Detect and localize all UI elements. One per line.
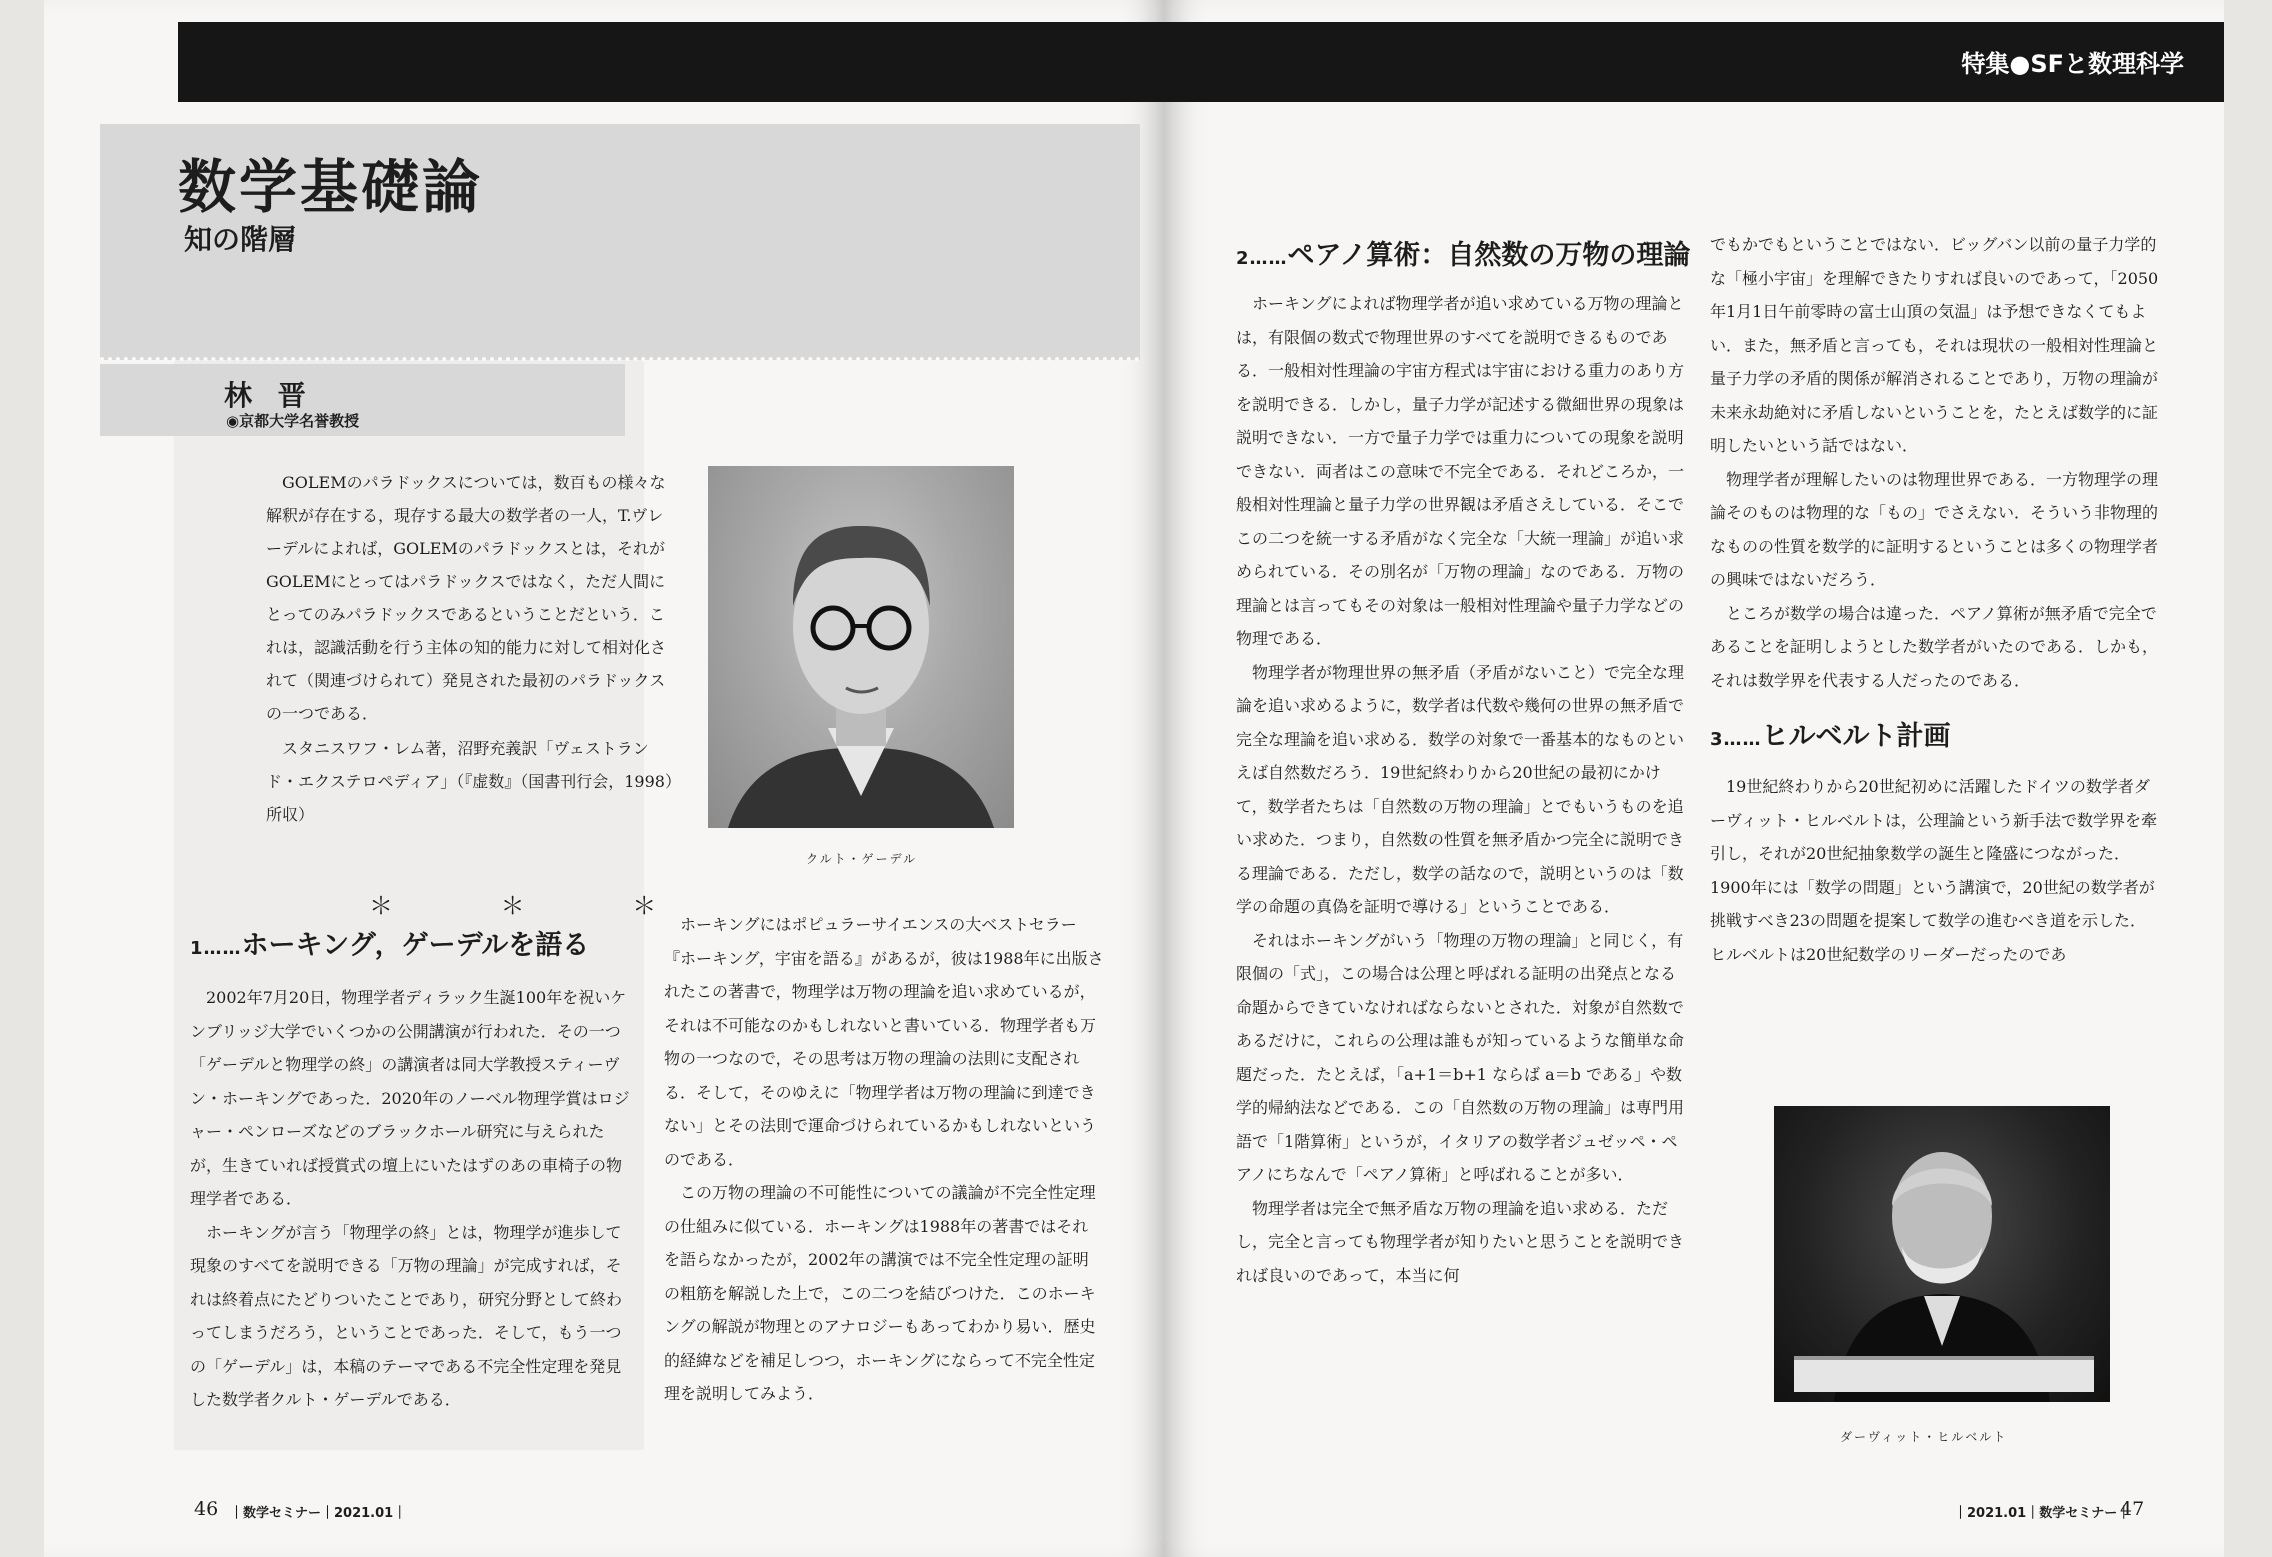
paragraph: ところが数学の場合は違った．ペアノ算術が無矛盾で完全であることを証明しようとした数学者がいたのである．しかも，それは数学界を代表する人だったのである． [1710, 603, 2159, 690]
godel-photo-caption: クルト・ゲーデル [806, 852, 918, 866]
hilbert-photo-caption: ダーヴィット・ヒルベルト [1840, 1430, 2008, 1444]
portrait-illustration [708, 466, 1014, 828]
paragraph: 物理学者が理解したいのは物理世界である．一方物理学の理論そのものは物理的な「もの」でさえない．そういう非物理的なものの性質を数学的に証明するということは多くの物理学者の興味ではないだろう． [1710, 469, 2159, 589]
section-1-heading [190, 926, 630, 969]
article-subtitle: 知の階層 [184, 223, 297, 256]
section-1-number: 1…… [190, 938, 242, 959]
epigraph-text: GOLEMのパラドックスについては，数百もの様々な解釈が存在する，現存する最大の数学者の一人，T.ヴレーデルによれば，GOLEMのパラドックスとは，それがGOLEMにとってはパラドックスではなく，ただ人間にとってのみパラドックスであるということだという．これは，認識活動を行う主体の知的能力に対して相対化されて（関連づけられて）発見された最初のパラドックスの一つである． [266, 473, 667, 723]
paragraph: 19世紀終わりから20世紀初めに活躍したドイツの数学者ダーヴィット・ヒルベルトは，公理論という新手法で数学界を牽引し，それが20世紀抽象数学の誕生と隆盛につながった．1900年には「数学の問題」という講演で，20世紀の数学者が挑戦すべき23の問題を提案して数学の進むべき道を示した．ヒルベルトは20世紀数学のリーダーだったのであ [1710, 777, 2158, 964]
column-1 [190, 926, 630, 1417]
column-4 [1710, 228, 2160, 971]
section-2-title: ペアノ算術：自然数の万物の理論 [1287, 240, 1691, 271]
feature-label: 特集●SFと数理科学 [1961, 50, 2184, 78]
paragraph: でもかでもということではない．ビッグバン以前の量子力学的な「極小宇宙」を理解できたりすれば良いのであって，「2050年1月1日午前零時の富士山頂の気温」は予想できなくてもよい．また，無矛盾と言っても，それは現状の一般相対性理論と量子力学の矛盾的関係が解消されることであり，万物の理論が未来永劫絶対に矛盾しないということを，たとえば数学的に証明したいという話ではない． [1710, 235, 2159, 455]
left-page [44, 0, 1164, 1557]
footer-journal-right: ｜2021.01｜数学セミナー｜ [1954, 1506, 2131, 1521]
author-name: 林 晋 [224, 379, 314, 412]
epigraph [266, 466, 676, 831]
paragraph: ホーキングが言う「物理学の終」とは，物理学が進歩して現象のすべてを説明できる「万物の理論」が完成すれば，それは終着点にたどりついたことであり，研究分野として終わってしまうだろう，ということであった．そして，もう一つの「ゲーデル」は，本稿のテーマである不完全性定理を発見した数学者クルト・ゲーデルである． [190, 1222, 623, 1409]
right-page [1164, 0, 2224, 1557]
godel-photo [708, 466, 1014, 828]
page-number-left: 46 [194, 1498, 219, 1520]
section-3-heading [1710, 717, 2160, 760]
section-3-number: 3…… [1710, 729, 1762, 750]
section-2-heading [1236, 236, 1691, 279]
epigraph-source: スタニスワフ・レム著，沼野充義訳「ヴェストランド・エクステロペディア」（『虚数』（国書刊行会，1998）所収） [266, 739, 673, 824]
page-number-right: 47 [2120, 1498, 2145, 1520]
paragraph: ホーキングによれば物理学者が追い求めている万物の理論とは，有限個の数式で物理世界のすべてを説明できるものである．一般相対性理論の宇宙方程式は宇宙における重力のあり方を説明できる．しかし，量子力学が記述する微細世界の現象は説明できない．一方で量子力学では重力についての現象を説明できない．両者はこの意味で不完全である．それどころか，一般相対性理論と量子力学の世界観は矛盾さえしている．そこでこの二つを統一する矛盾がなく完全な「大統一理論」が追い求められている．その別名が「万物の理論」なのである．万物の理論とは言ってもその対象は一般相対性理論や量子力学などの物理である． [1236, 294, 1685, 648]
article-title: 数学基礎論 [178, 153, 484, 221]
section-stars: ＊ ＊ ＊ [369, 892, 707, 920]
paragraph: 物理学者が物理世界の無矛盾（矛盾がないこと）で完全な理論を追い求めるように，数学者は代数や幾何の世界の無矛盾で完全な理論を追い求める．数学の対象で一番基本的なものといえば自然数だろう．19世紀終わりから20世紀の最初にかけて，数学者たちは「自然数の万物の理論」とでもいうものを追い求めた．つまり，自然数の性質を無矛盾かつ完全に説明できる理論である．ただし，数学の話なので，説明というのは「数学の命題の真偽を証明で導ける」ということである． [1236, 662, 1685, 916]
portrait-illustration [1774, 1106, 2110, 1402]
footer-journal-left: ｜数学セミナー｜2021.01｜ [230, 1506, 407, 1521]
top-black-bar [178, 22, 1164, 102]
paragraph: 2002年7月20日，物理学者ディラック生誕100年を祝いケンブリッジ大学でいくつかの公開講演が行われた．その一つ「ゲーデルと物理学の終」の講演者は同大学教授スティーヴン・ホーキングであった．2020年のノーベル物理学賞はロジャー・ペンローズなどのブラックホール研究に与えられたが，生きていれば授賞式の壇上にいたはずのあの車椅子の物理学者である． [190, 988, 630, 1208]
column-2 [664, 908, 1104, 1411]
paragraph: この万物の理論の不可能性についての議論が不完全性定理の仕組みに似ている．ホーキングは1988年の著書ではそれを語らなかったが，2002年の講演では不完全性定理の証明の粗筋を解説した上で，この二つを結びつけた．このホーキングの解説が物理とのアナロジーもあってわかり易い．歴史的経緯などを補足しつつ，ホーキングにならって不完全性定理を説明してみよう． [664, 1183, 1096, 1403]
paragraph: 物理学者は完全で無矛盾な万物の理論を追い求める．ただし，完全と言っても物理学者が知りたいと思うことを説明できれば良いのであって，本当に何 [1236, 1198, 1685, 1285]
section-3-title: ヒルベルト計画 [1761, 721, 1951, 752]
section-1-title: ホーキング，ゲーデルを語る [241, 930, 590, 961]
paragraph: ホーキングにはポピュラーサイエンスの大ベストセラー『ホーキング，宇宙を語る』があるが，彼は1988年に出版されたこの著書で，物理学は万物の理論を追い求めているが，それは不可能なのかもしれないと書いている．物理学者も万物の一つなので，その思考は万物の理論の法則に支配される．そして，そのゆえに「物理学者は万物の理論に到達できない」とその法則で運命づけられているかもしれないというのである． [664, 915, 1104, 1169]
dotted-divider [100, 357, 1140, 361]
author-affiliation: ◉京都大学名誉教授 [226, 412, 360, 430]
hilbert-photo [1774, 1106, 2110, 1402]
paragraph: それはホーキングがいう「物理の万物の理論」と同じく，有限個の「式」，この場合は公理と呼ばれる証明の出発点となる命題からできていなければならないとされた．対象が自然数であるだけに，これらの公理は誰もが知っているような簡単な命題だった．たとえば，「a+1＝b+1 ならば a＝b である」や数学的帰納法などである．この「自然数の万物の理論」は専門用語で「1階算術」というが，イタリアの数学者ジュゼッペ・ペアノにちなんで「ペアノ算術」と呼ばれることが多い． [1236, 930, 1685, 1184]
column-3 [1236, 236, 1691, 1292]
author-band [100, 364, 625, 436]
section-2-number: 2…… [1236, 248, 1288, 269]
